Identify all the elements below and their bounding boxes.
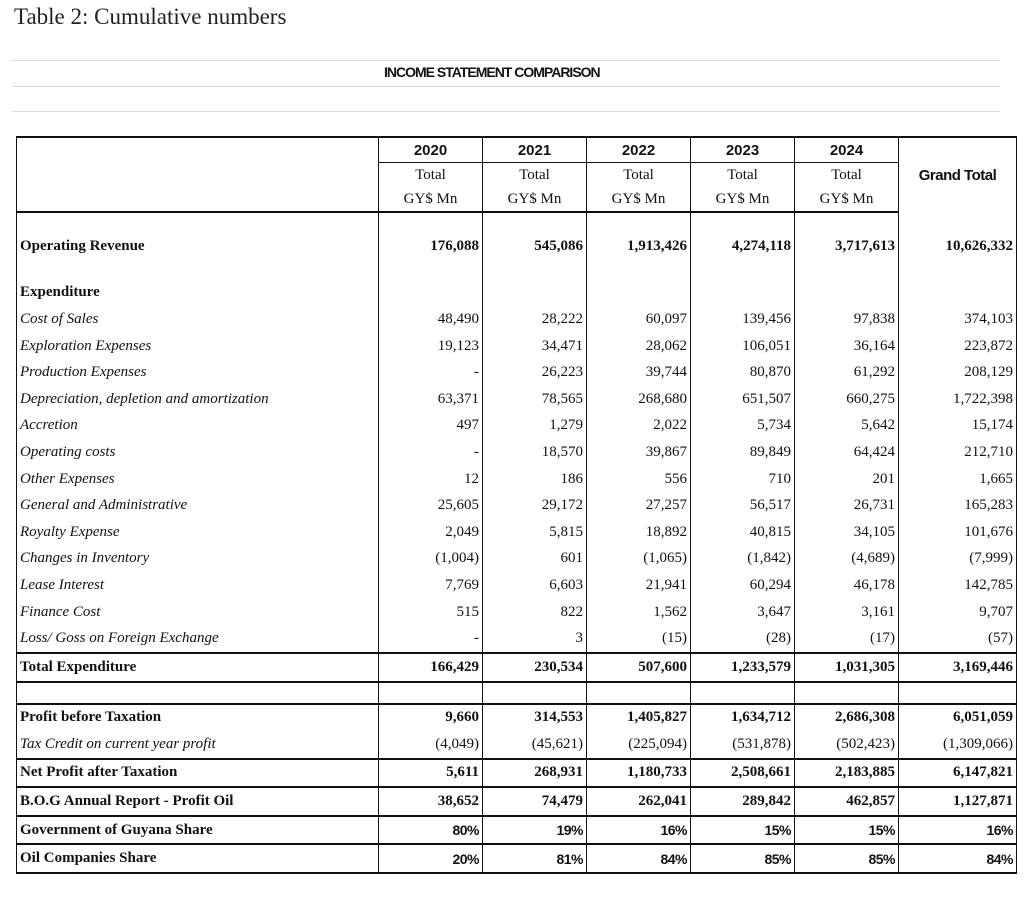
cell-value: 81% (483, 844, 587, 873)
table-caption: Table 2: Cumulative numbers (14, 4, 287, 29)
row-label: General and Administrative (17, 492, 379, 519)
unit-label: GY$ Mn (587, 187, 691, 212)
cell-value: 78,565 (483, 386, 587, 413)
cell-value: 18,892 (587, 519, 691, 546)
cell-value: 89,849 (691, 439, 795, 466)
cell-value: (1,065) (587, 546, 691, 573)
cell-value: 40,815 (691, 519, 795, 546)
table-row (17, 816, 1017, 845)
cell-value: 38,652 (379, 787, 483, 816)
table-row (17, 386, 1017, 413)
cell-value: 19,123 (379, 333, 483, 360)
table-row (17, 844, 1017, 873)
table-row (17, 599, 1017, 626)
cell-value: 34,105 (795, 519, 899, 546)
cell-value: 15% (795, 816, 899, 845)
row-label: Net Profit after Taxation (17, 759, 379, 788)
cell-value: 6,051,059 (899, 704, 1017, 732)
table-row (17, 546, 1017, 573)
cell-value: 660,275 (795, 386, 899, 413)
cell-value: 507,600 (587, 653, 691, 682)
row-label: Royalty Expense (17, 519, 379, 546)
cell-value: (45,621) (483, 731, 587, 759)
cell-value: 166,429 (379, 653, 483, 682)
cell-value: 165,283 (899, 492, 1017, 519)
cell-value: 74,479 (483, 787, 587, 816)
cell-value: 2,686,308 (795, 704, 899, 732)
cell-value: 20% (379, 844, 483, 873)
cell-value: (1,004) (379, 546, 483, 573)
row-label: Loss/ Goss on Foreign Exchange (17, 625, 379, 653)
cell-value: 85% (691, 844, 795, 873)
cell-value: 3,647 (691, 599, 795, 626)
row-label: Operating costs (17, 439, 379, 466)
cell-value: 84% (587, 844, 691, 873)
cell-value: 85% (795, 844, 899, 873)
row-label: Depreciation, depletion and amortization (17, 386, 379, 413)
cell-value: 1,634,712 (691, 704, 795, 732)
cell-value: 1,279 (483, 413, 587, 440)
total-label: Total (691, 163, 795, 188)
cell-value: 10,626,332 (899, 233, 1017, 260)
table-row (17, 359, 1017, 386)
year-header: 2020 (379, 137, 483, 163)
cell-value: 18,570 (483, 439, 587, 466)
unit-label: GY$ Mn (795, 187, 899, 212)
total-label: Total (483, 163, 587, 188)
cell-value: 139,456 (691, 306, 795, 333)
cell-value: 186 (483, 466, 587, 493)
cell-value: - (379, 625, 483, 653)
cell-value: 314,553 (483, 704, 587, 732)
cell-value: 106,051 (691, 333, 795, 360)
cell-value: 9,660 (379, 704, 483, 732)
cell-value: 1,722,398 (899, 386, 1017, 413)
unit-label: GY$ Mn (379, 187, 483, 212)
total-label: Total (795, 163, 899, 188)
header-row-years (17, 137, 1017, 163)
cell-value: 1,031,305 (795, 653, 899, 682)
cell-value: 21,941 (587, 572, 691, 599)
table-row (17, 306, 1017, 333)
cell-value: 12 (379, 466, 483, 493)
cell-value: 176,088 (379, 233, 483, 260)
cell-value: 1,233,579 (691, 653, 795, 682)
cell-value: 545,086 (483, 233, 587, 260)
row-label: Oil Companies Share (17, 844, 379, 873)
table-row (17, 333, 1017, 360)
cell-value: 56,517 (691, 492, 795, 519)
year-header: 2021 (483, 137, 587, 163)
cell-value: (7,999) (899, 546, 1017, 573)
cell-value: 2,049 (379, 519, 483, 546)
unit-label: GY$ Mn (691, 187, 795, 212)
cell-value: 28,222 (483, 306, 587, 333)
cell-value: 1,665 (899, 466, 1017, 493)
table-row (17, 787, 1017, 816)
cell-value: 80,870 (691, 359, 795, 386)
cell-value: 28,062 (587, 333, 691, 360)
cell-value: 25,605 (379, 492, 483, 519)
header-row-unit (17, 187, 1017, 212)
total-label: Total (587, 163, 691, 188)
row-label: Lease Interest (17, 572, 379, 599)
cell-value: 15,174 (899, 413, 1017, 440)
cell-value: 2,183,885 (795, 759, 899, 788)
cell-value: (225,094) (587, 731, 691, 759)
row-label: Other Expenses (17, 466, 379, 493)
cell-value: 3,169,446 (899, 653, 1017, 682)
row-label: Government of Guyana Share (17, 816, 379, 845)
cell-value: 268,931 (483, 759, 587, 788)
spreadsheet (12, 60, 1013, 880)
row-label: Total Expenditure (17, 653, 379, 682)
cell-value: (4,049) (379, 731, 483, 759)
cell-value: 230,534 (483, 653, 587, 682)
cell-value: 497 (379, 413, 483, 440)
cell-value: 6,147,821 (899, 759, 1017, 788)
cell-value: 212,710 (899, 439, 1017, 466)
row-label: Tax Credit on current year profit (17, 731, 379, 759)
table-row (17, 492, 1017, 519)
cell-value: 262,041 (587, 787, 691, 816)
cell-value: 1,405,827 (587, 704, 691, 732)
cell-value: 556 (587, 466, 691, 493)
table-row (17, 439, 1017, 466)
income-statement-table (16, 136, 1017, 874)
cell-value: (1,309,066) (899, 731, 1017, 759)
header-row-total (17, 163, 1017, 188)
cell-value: 651,507 (691, 386, 795, 413)
table-row (17, 413, 1017, 440)
table-row (17, 653, 1017, 682)
row-label: Accretion (17, 413, 379, 440)
cell-value: 142,785 (899, 572, 1017, 599)
cell-value: 5,734 (691, 413, 795, 440)
cell-value: 84% (899, 844, 1017, 873)
unit-label: GY$ Mn (483, 187, 587, 212)
row-label: Finance Cost (17, 599, 379, 626)
cell-value: (531,878) (691, 731, 795, 759)
cell-value: 48,490 (379, 306, 483, 333)
cell-value: 29,172 (483, 492, 587, 519)
cell-value: 1,127,871 (899, 787, 1017, 816)
cell-value: 19% (483, 816, 587, 845)
cell-value: 7,769 (379, 572, 483, 599)
table-row-expenditure-heading (17, 280, 1017, 307)
sheet-title: INCOME STATEMENT COMPARISON (384, 64, 600, 80)
cell-value: 60,294 (691, 572, 795, 599)
row-label: Production Expenses (17, 359, 379, 386)
cell-value: 46,178 (795, 572, 899, 599)
cell-value: 2,508,661 (691, 759, 795, 788)
cell-value: - (379, 439, 483, 466)
year-header: 2023 (691, 137, 795, 163)
cell-value: 63,371 (379, 386, 483, 413)
row-label: Changes in Inventory (17, 546, 379, 573)
section-heading: Expenditure (17, 280, 379, 307)
cell-value: 9,707 (899, 599, 1017, 626)
cell-value: 515 (379, 599, 483, 626)
cell-value: 60,097 (587, 306, 691, 333)
cell-value: 2,022 (587, 413, 691, 440)
cell-value: 39,744 (587, 359, 691, 386)
cell-value: (17) (795, 625, 899, 653)
cell-value: 27,257 (587, 492, 691, 519)
cell-value: 5,815 (483, 519, 587, 546)
cell-value: 61,292 (795, 359, 899, 386)
cell-value: 39,867 (587, 439, 691, 466)
cell-value: 208,129 (899, 359, 1017, 386)
cell-value: 822 (483, 599, 587, 626)
cell-value: 1,562 (587, 599, 691, 626)
cell-value: 6,603 (483, 572, 587, 599)
cell-value: 5,611 (379, 759, 483, 788)
cell-value: (28) (691, 625, 795, 653)
cell-value: 34,471 (483, 333, 587, 360)
table-row-operating-revenue (17, 233, 1017, 260)
cell-value: (502,423) (795, 731, 899, 759)
row-label: Profit before Taxation (17, 704, 379, 732)
cell-value: 462,857 (795, 787, 899, 816)
cell-value: 374,103 (899, 306, 1017, 333)
cell-value: (4,689) (795, 546, 899, 573)
cell-value: - (379, 359, 483, 386)
cell-value: (1,842) (691, 546, 795, 573)
table-row (17, 625, 1017, 653)
cell-value: 601 (483, 546, 587, 573)
cell-value: 201 (795, 466, 899, 493)
row-label: Operating Revenue (17, 233, 379, 260)
cell-value: 223,872 (899, 333, 1017, 360)
year-header: 2024 (795, 137, 899, 163)
table-row (17, 731, 1017, 759)
row-label: Exploration Expenses (17, 333, 379, 360)
total-label: Total (379, 163, 483, 188)
cell-value: 80% (379, 816, 483, 845)
row-label: Cost of Sales (17, 306, 379, 333)
cell-value: 26,223 (483, 359, 587, 386)
cell-value: 64,424 (795, 439, 899, 466)
cell-value: 101,676 (899, 519, 1017, 546)
cell-value: 710 (691, 466, 795, 493)
table-row (17, 704, 1017, 732)
table-row (17, 519, 1017, 546)
cell-value: 16% (587, 816, 691, 845)
cell-value: 268,680 (587, 386, 691, 413)
cell-value: 4,274,118 (691, 233, 795, 260)
cell-value: 1,913,426 (587, 233, 691, 260)
year-header: 2022 (587, 137, 691, 163)
cell-value: 1,180,733 (587, 759, 691, 788)
cell-value: 16% (899, 816, 1017, 845)
table-row (17, 759, 1017, 788)
cell-value: (15) (587, 625, 691, 653)
cell-value: 15% (691, 816, 795, 845)
cell-value: 3,161 (795, 599, 899, 626)
cell-value: (57) (899, 625, 1017, 653)
cell-value: 5,642 (795, 413, 899, 440)
cell-value: 36,164 (795, 333, 899, 360)
cell-value: 97,838 (795, 306, 899, 333)
table-row (17, 466, 1017, 493)
table-row (17, 572, 1017, 599)
row-label: B.O.G Annual Report - Profit Oil (17, 787, 379, 816)
cell-value: 289,842 (691, 787, 795, 816)
cell-value: 3,717,613 (795, 233, 899, 260)
cell-value: 3 (483, 625, 587, 653)
cell-value: 26,731 (795, 492, 899, 519)
grand-total-header: Grand Total (899, 137, 1017, 212)
